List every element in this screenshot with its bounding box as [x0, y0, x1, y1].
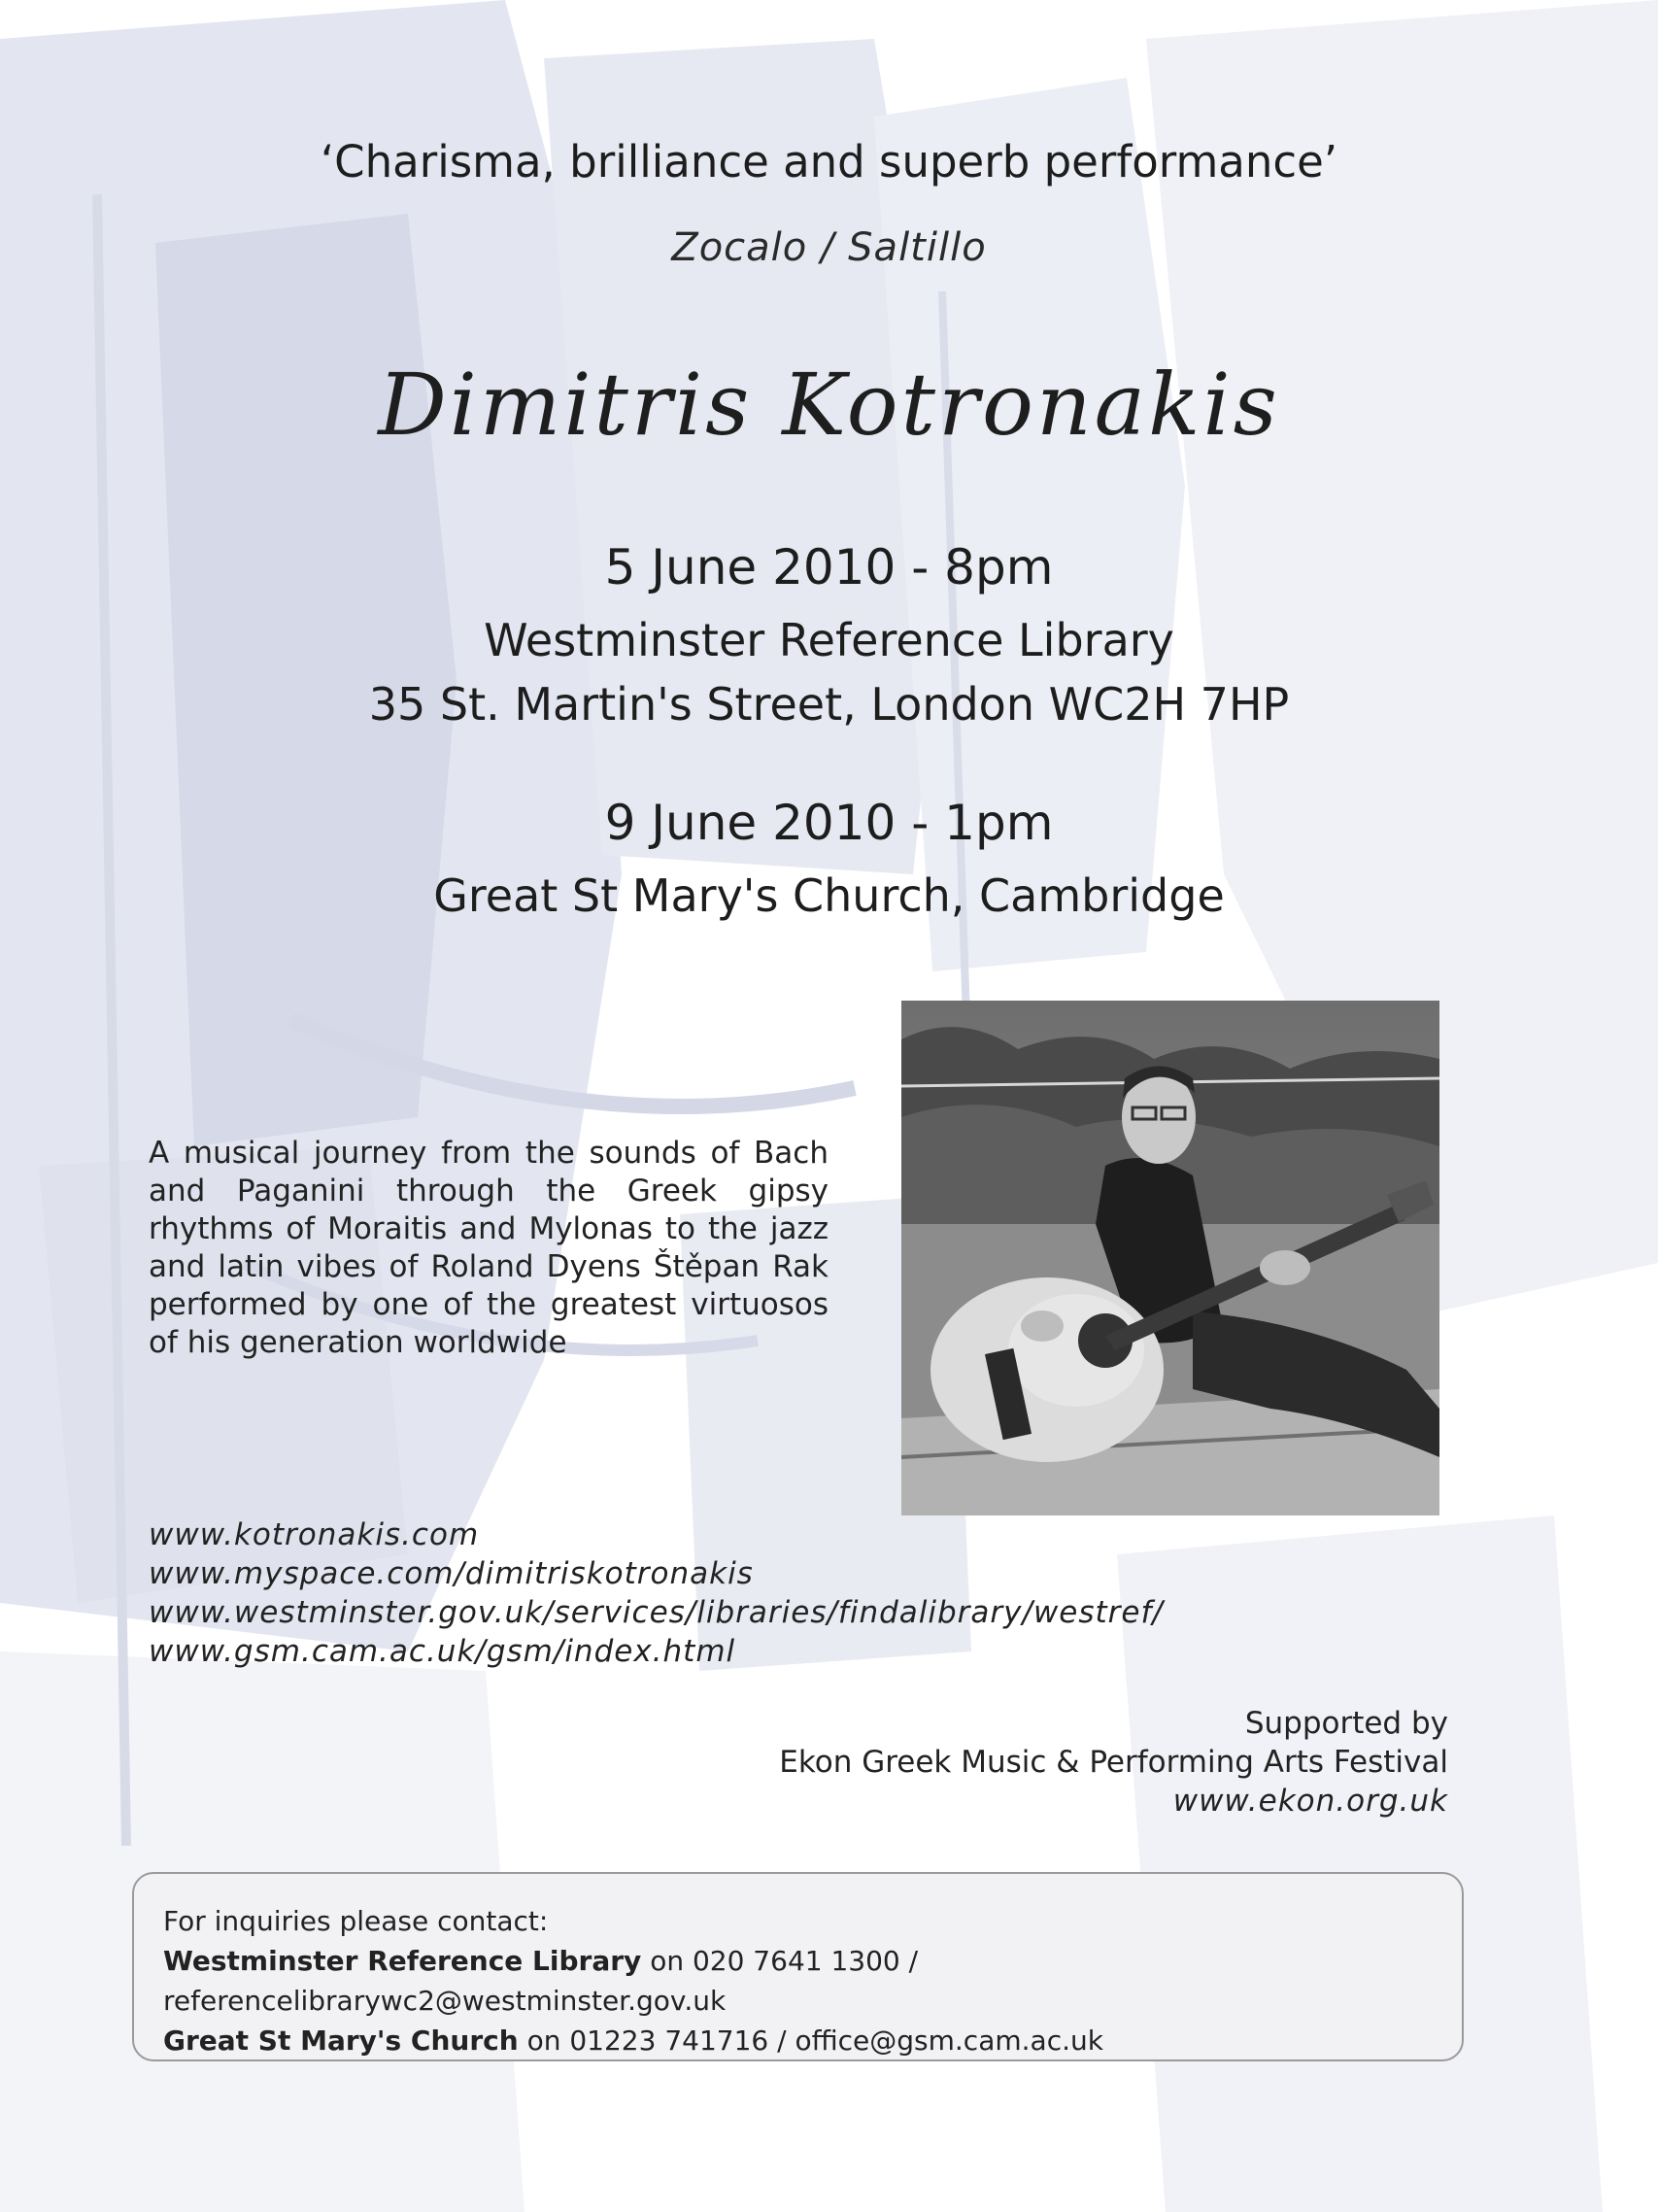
event-1-venue: Westminster Reference Library — [484, 614, 1174, 666]
contact-details: on 020 7641 1300 / referencelibrarywc2@westminster.gov.uk — [163, 1945, 919, 2017]
concert-description: A musical journey from the sounds of Bach and Paganini through the Greek gipsy rhythms of Moraitis and Mylonas to the jazz and latin vibes of Roland Dyens Štěpan Rak performed by one of the greatest virtuosos of his generation worldwide — [149, 1136, 829, 1360]
contact-box — [132, 1872, 1464, 2061]
performer-photo — [901, 1001, 1439, 1515]
link-myspace[interactable]: www.myspace.com/dimitriskotronakis — [149, 1556, 754, 1591]
website-links — [149, 1515, 1164, 1671]
link-westminster[interactable]: www.westminster.gov.uk/services/libraries/findalibrary/westref/ — [149, 1595, 1164, 1630]
support-label: Supported by — [1244, 1706, 1448, 1741]
contact-details: on 01223 741716 / office@gsm.cam.ac.uk — [526, 2025, 1103, 2057]
link-gsm[interactable]: www.gsm.cam.ac.uk/gsm/index.html — [149, 1634, 736, 1669]
event-2-date: 9 June 2010 - 1pm — [604, 795, 1054, 851]
event-1-address: 35 St. Martin's Street, London WC2H 7HP — [368, 678, 1290, 731]
quote-source: Zocalo / Saltillo — [671, 225, 987, 270]
event-1-date: 5 June 2010 - 8pm — [604, 539, 1054, 596]
sponsor-name: Ekon Greek Music & Performing Arts Festival — [779, 1745, 1448, 1780]
sponsor-block — [779, 1704, 1448, 1821]
link-kotronakis[interactable]: www.kotronakis.com — [149, 1517, 480, 1552]
contact-line-westminster — [163, 1941, 1433, 2021]
contact-heading: For inquiries please contact: — [163, 1905, 549, 1937]
press-quote: ‘Charisma, brilliance and superb performance’ — [320, 136, 1338, 187]
guitarist-image — [901, 1001, 1439, 1515]
contact-line-gsm — [163, 2021, 1433, 2060]
artist-name: Dimitris Kotronakis — [378, 355, 1280, 455]
sponsor-url[interactable]: www.ekon.org.uk — [1172, 1784, 1448, 1819]
event-2-venue: Great St Mary's Church, Cambridge — [433, 869, 1225, 922]
contact-name: Great St Mary's Church — [163, 2025, 519, 2057]
contact-name: Westminster Reference Library — [163, 1945, 642, 1977]
